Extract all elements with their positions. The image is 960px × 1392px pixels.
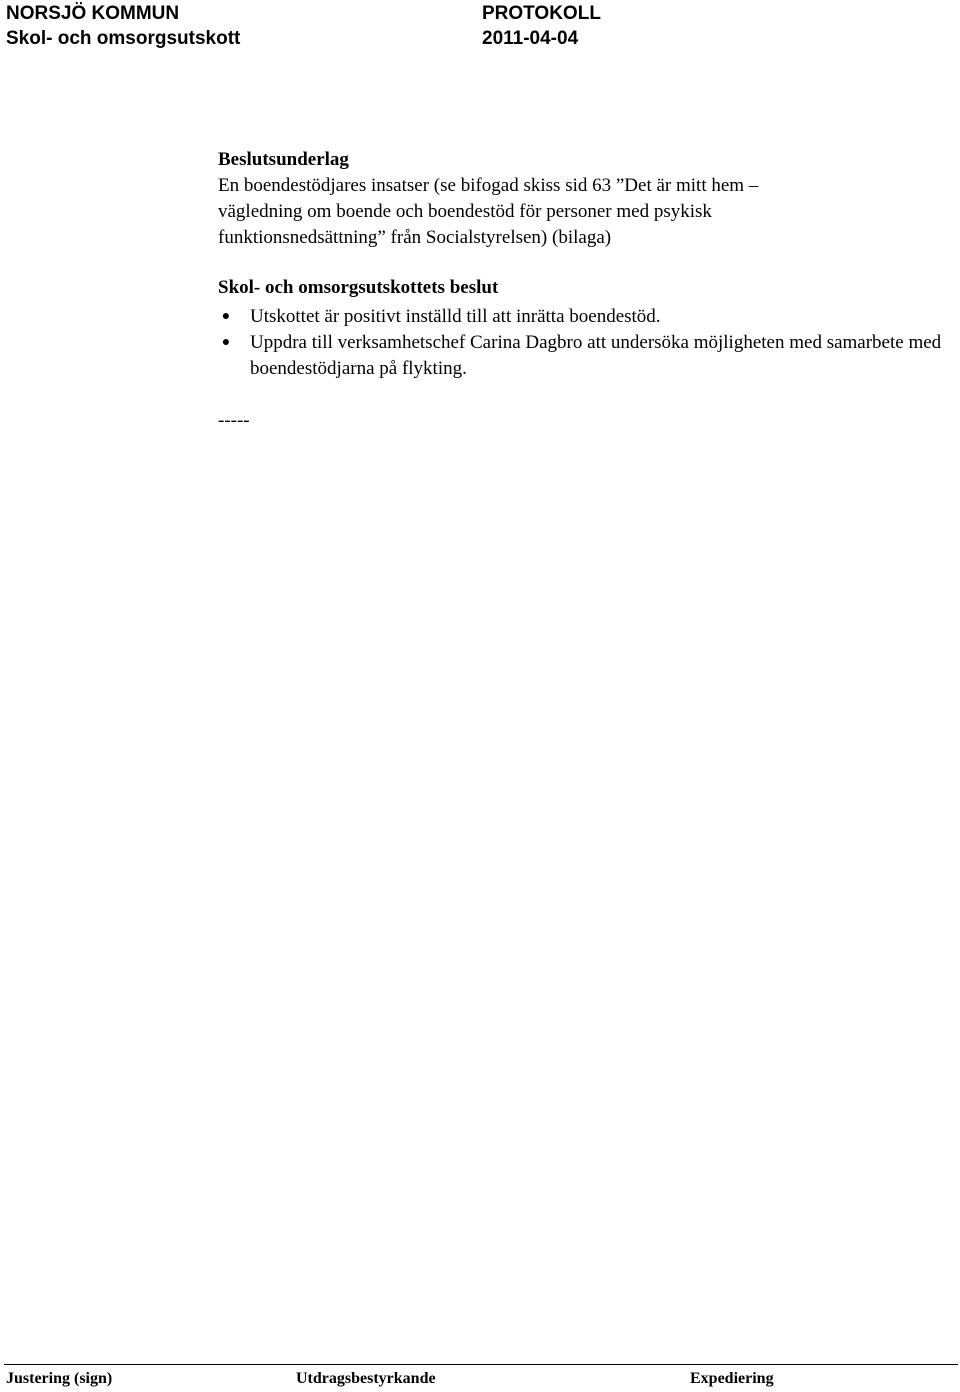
- decision-item-text: Uppdra till verksamhetschef Carina Dagbro att undersöka möjligheten med samarbete med boendestödjarna på flykting.: [250, 332, 942, 379]
- footer-expediering-label: Expediering: [690, 1370, 774, 1387]
- organization-name: NORSJÖ KOMMUN: [6, 3, 180, 24]
- decision-item-text: Utskottet är positivt inställd till att inrätta boendestöd.: [250, 306, 661, 327]
- footer-divider: [4, 1364, 958, 1365]
- footer-justering-label: Justering (sign): [6, 1370, 113, 1387]
- committee-name: Skol- och omsorgsutskott: [6, 28, 241, 49]
- section-separator: -----: [218, 410, 250, 431]
- footer-utdragsbestyrkande-label: Utdragsbestyrkande: [296, 1370, 436, 1387]
- decision-heading: Skol- och omsorgsutskottets beslut: [218, 277, 499, 298]
- beslutsunderlag-text-line: En boendestödjares insatser (se bifogad skiss sid 63 ”Det är mitt hem –: [218, 175, 759, 196]
- document-date: 2011-04-04: [482, 28, 579, 49]
- beslutsunderlag-text-line: funktionsnedsättning” från Socialstyrelsen) (bilaga): [218, 227, 612, 248]
- bullet-icon: ●: [221, 309, 231, 324]
- document-type: PROTOKOLL: [482, 3, 601, 24]
- beslutsunderlag-heading: Beslutsunderlag: [218, 149, 349, 170]
- bullet-icon: ●: [221, 335, 231, 350]
- beslutsunderlag-text-line: vägledning om boende och boendestöd för personer med psykisk: [218, 201, 712, 222]
